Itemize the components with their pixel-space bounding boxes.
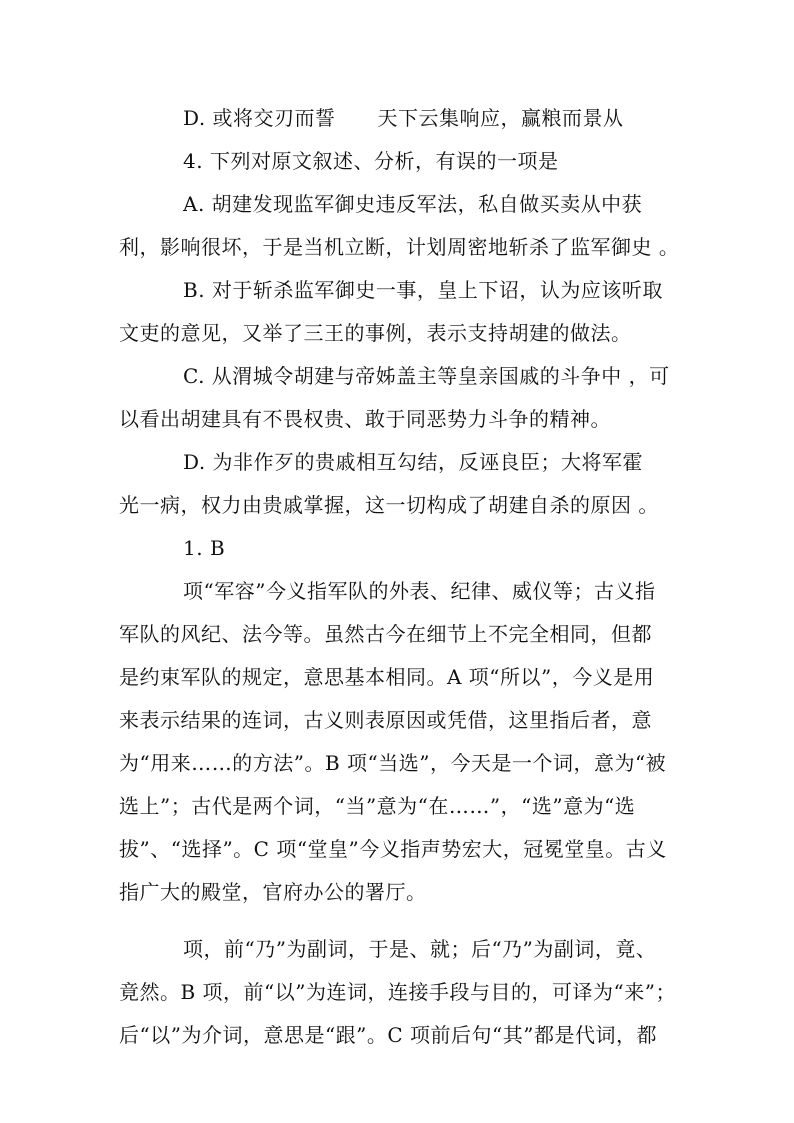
choice-b-line-1: B. 对于斩杀监军御史一事，皇上下诏，认为应该听取 — [183, 278, 663, 302]
explanation-1-line-4: 来表示结果的连词，古义则表原因或凭借，这里指后者，意 — [119, 708, 652, 732]
explanation-2-line-3: 后“以”为介词，意思是“跟”。C 项前后句“其”都是代词，都 — [119, 1023, 658, 1047]
choice-c-line-1: C. 从渭城令胡建与帝姊盖主等皇亲国戚的斗争中 ，可 — [183, 364, 670, 388]
explanation-1-line-3: 是约束军队的规定，意思基本相同。A 项“所以”，今义是用 — [119, 665, 655, 689]
choice-c-line-2: 以看出胡建具有不畏权贵、敢于同恶势力斗争的精神。 — [119, 407, 611, 431]
explanation-1-line-5: 为“用来……的方法”。B 项“当选”，今天是一个词，意为“被 — [119, 751, 667, 775]
choice-d-line-2: 光一病，权力由贵戚掌握，这一切构成了胡建自杀的原因 。 — [119, 493, 659, 517]
explanation-1-line-1: 项“军容”今义指军队的外表、纪律、威仪等；古义指 — [183, 579, 656, 603]
explanation-1-line-2: 军队的风纪、法今等。虽然古今在细节上不完全相同，但都 — [119, 622, 652, 646]
explanation-1-line-6: 选上”；古代是两个词，“当”意为“在……”，“选”意为“选 — [119, 794, 636, 818]
option-d-right-text: 天下云集响应，赢粮而景从 — [377, 106, 624, 130]
explanation-2-line-1: 项，前“乃”为副词，于是、就；后“乃”为副词，竟、 — [183, 937, 657, 961]
choice-a-line-1: A. 胡建发现监军御史违反军法，私自做买卖从中获 — [183, 192, 643, 216]
question-4: 4. 下列对原文叙述、分析，有误的一项是 — [183, 149, 559, 173]
explanation-1-line-8: 指广大的殿堂，官府办公的署厅。 — [119, 880, 427, 904]
choice-a-line-2: 利，影响很坏，于是当机立断，计划周密地斩杀了监军御史 。 — [119, 235, 680, 259]
explanation-2-line-2: 竟然。B 项，前“以”为连词，连接手段与目的，可译为“来”； — [119, 980, 676, 1004]
answer-1-heading: 1. B — [183, 536, 226, 560]
choice-b-line-2: 文吏的意见，又举了三王的事例，表示支持胡建的做法。 — [119, 321, 632, 345]
option-d-line — [183, 106, 624, 130]
explanation-1-line-7: 拔”、“选择”。C 项“堂皇”今义指声势宏大，冠冕堂皇。古义 — [119, 837, 667, 861]
option-d-left-text: D. 或将交刃而誓 — [183, 106, 336, 130]
choice-d-line-1: D. 为非作歹的贵戚相互勾结，反诬良臣；大将军霍 — [183, 450, 644, 474]
